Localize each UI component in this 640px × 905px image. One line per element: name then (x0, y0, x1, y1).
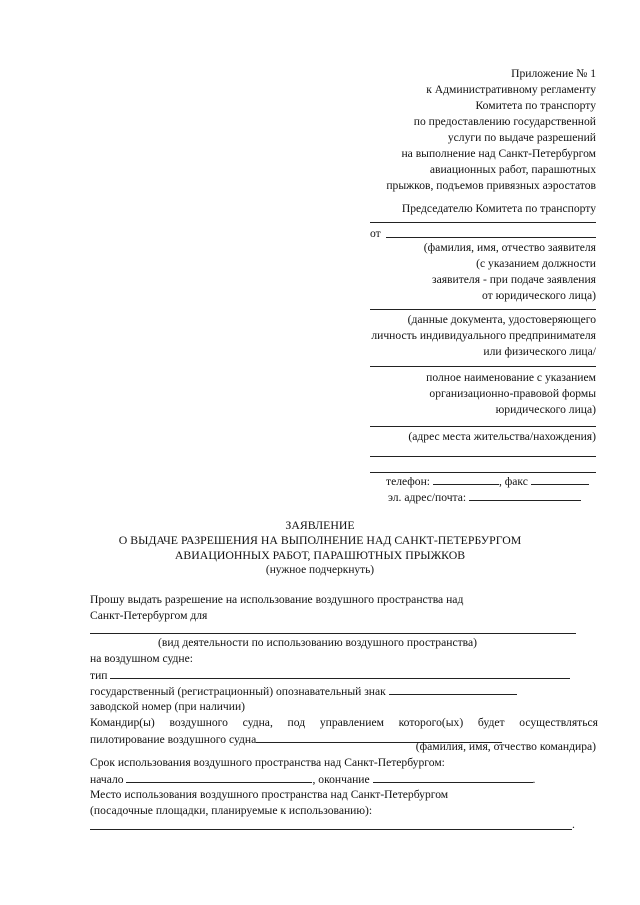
type-label: тип (90, 669, 108, 682)
start-field[interactable] (126, 771, 312, 783)
from-field[interactable] (386, 237, 596, 238)
phone-field[interactable] (433, 473, 499, 485)
type-field[interactable] (110, 667, 570, 679)
end-label: , окончание (312, 773, 370, 786)
appendix-line-2: к Административному регламенту (426, 83, 596, 96)
activity-field[interactable] (90, 633, 576, 634)
org-hint-3: юридического лица) (495, 403, 596, 416)
period-row: начало , окончание . (90, 773, 536, 786)
appendix-line-4: по предоставлению государственной (413, 115, 596, 128)
document-title: ЗАЯВЛЕНИЕ (285, 518, 355, 532)
addressee-line-1[interactable] (370, 222, 596, 223)
request-line-2: Санкт-Петербургом для (90, 609, 208, 622)
place-line-1: Место использования воздушного пространства над Санкт-Петербургом (90, 788, 449, 801)
from-label: от (370, 227, 381, 240)
appendix-line-7: авиационных работ, парашютных (429, 163, 596, 176)
place-field[interactable] (90, 829, 572, 830)
document-hint-2: личность индивидуального предпринимателя (371, 329, 596, 342)
document-hint-3: или физического лица/ (483, 345, 596, 358)
start-label: начало (90, 773, 124, 786)
period-label: Срок использования воздушного пространства над Санкт-Петербургом: (90, 756, 445, 769)
email-label: эл. адрес/почта: (388, 491, 467, 504)
email-field[interactable] (469, 489, 581, 501)
phone-label: телефон: (386, 475, 431, 488)
fax-field[interactable] (531, 473, 589, 485)
phone-row (386, 473, 589, 490)
fax-label: , факс (498, 475, 528, 488)
serial-label: заводской номер (при наличии) (90, 700, 246, 713)
org-hint-1: полное наименование с указанием (426, 371, 596, 384)
reg-mark-field[interactable] (389, 683, 517, 695)
document-subtitle-2: АВИАЦИОННЫХ РАБОТ, ПАРАШЮТНЫХ ПРЫЖКОВ (174, 548, 466, 562)
appendix-line-1: Приложение № 1 (511, 67, 596, 80)
addressee-title: Председателю Комитета по транспорту (401, 202, 596, 215)
place-field-end: . (572, 818, 575, 831)
end-field[interactable] (373, 771, 533, 783)
underline-note: (нужное подчеркнуть) (265, 564, 375, 576)
reg-mark-row (90, 683, 517, 700)
address-field-2[interactable] (370, 456, 596, 457)
document-hint-1: (данные документа, удостоверяющего (407, 313, 596, 326)
activity-hint: (вид деятельности по использованию воздушного пространства) (158, 636, 477, 649)
appendix-line-8: прыжков, подъемов привязных аэростатов (386, 179, 596, 192)
applicant-hint-2: (с указанием должности (476, 257, 596, 270)
place-line-2: (посадочные площадки, планируемые к использованию): (90, 804, 373, 817)
applicant-hint-4: от юридического лица) (482, 289, 596, 302)
appendix-line-3: Комитета по транспорту (475, 99, 596, 112)
commander-line-2: пилотирование воздушного судна (90, 733, 257, 746)
applicant-hint-1: (фамилия, имя, отчество заявителя (423, 241, 596, 254)
type-row (90, 667, 570, 684)
reg-mark-label: государственный (регистрационный) опознавательный знак (90, 685, 386, 698)
address-field[interactable] (370, 426, 596, 427)
org-field[interactable] (370, 366, 596, 367)
commander-hint: (фамилия, имя, отчество командира) (415, 740, 596, 753)
applicant-hint-3: заявителя - при подаче заявления (431, 273, 596, 286)
document-subtitle-1: О ВЫДАЧЕ РАЗРЕШЕНИЯ НА ВЫПОЛНЕНИЕ НАД САНКТ-ПЕТЕРБУРГОМ (118, 533, 522, 547)
commander-line-1: Командир(ы) воздушного судна, под управлением которого(ых) будет осуществляться (90, 716, 598, 729)
appendix-line-5: услуги по выдаче разрешений (447, 131, 596, 144)
org-hint-2: организационно-правовой формы (429, 387, 596, 400)
document-field[interactable] (370, 309, 596, 310)
aircraft-label: на воздушном судне: (90, 652, 193, 665)
address-hint: (адрес места жительства/нахождения) (408, 430, 596, 443)
email-row (388, 489, 581, 506)
request-line-1: Прошу выдать разрешение на использование воздушного пространства над (90, 593, 464, 606)
appendix-line-6: на выполнение над Санкт-Петербургом (401, 147, 596, 160)
